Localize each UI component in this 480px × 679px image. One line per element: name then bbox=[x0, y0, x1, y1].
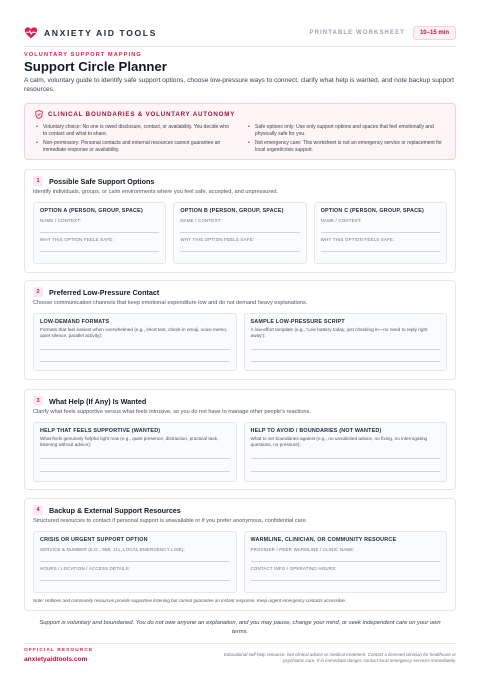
brand[interactable] bbox=[24, 26, 157, 40]
field-label: PROVIDER / PEER WARMLINE / CLINIC NAME: bbox=[250, 547, 355, 552]
card-title: OPTION B (PERSON, GROUP, SPACE) bbox=[180, 208, 284, 214]
card-title: CRISIS OR URGENT SUPPORT OPTION bbox=[40, 537, 148, 543]
option-b-card bbox=[173, 202, 306, 264]
low-demand-formats-card bbox=[33, 313, 237, 371]
section-number: 2 bbox=[33, 287, 43, 297]
field-label: HOURS / LOCATION / ACCESS DETAILS: bbox=[40, 566, 131, 571]
write-in-line[interactable] bbox=[251, 471, 441, 472]
field-label: CONTACT INFO / OPERATING HOURS: bbox=[250, 566, 337, 571]
write-in-line[interactable] bbox=[251, 580, 441, 581]
section-title: Backup & External Support Resources bbox=[49, 505, 181, 515]
clinical-boundaries-callout bbox=[24, 103, 456, 160]
wanted-help-card bbox=[33, 422, 237, 482]
card-title: HELP THAT FEELS SUPPORTIVE (WANTED) bbox=[40, 428, 161, 434]
write-in-line[interactable] bbox=[40, 561, 230, 562]
section-description: Structured resources to contact if personal support is unavailable or if you prefer anonymous, confidential care. bbox=[33, 518, 308, 524]
section-number: 4 bbox=[33, 505, 43, 515]
section-title: Preferred Low-Pressure Contact bbox=[49, 287, 160, 297]
brand-name: ANXIETY AID TOOLS bbox=[44, 28, 157, 38]
write-in-line[interactable] bbox=[40, 232, 159, 233]
callout-item: • Non-promissory: Personal contacts and external resources cannot guarantee an immediate response or availability. bbox=[35, 140, 233, 153]
field-label: WHY THIS OPTION FEELS SAFE: bbox=[320, 237, 395, 242]
resources-note: Note: Hotlines and community resources provide supportive listening but cannot guarantee an instant response. Keep urgent emergency contacts accessible. bbox=[33, 598, 347, 603]
field-label: NAME / CONTEXT: bbox=[180, 218, 222, 223]
card-title: OPTION C (PERSON, GROUP, SPACE) bbox=[320, 208, 424, 214]
field-label: NAME / CONTEXT: bbox=[40, 218, 82, 223]
footer-label: OFFICIAL RESOURCE bbox=[24, 648, 94, 653]
section-backup-resources bbox=[24, 498, 456, 611]
write-in-line[interactable] bbox=[40, 251, 159, 252]
write-in-line[interactable] bbox=[321, 251, 440, 252]
write-in-line[interactable] bbox=[180, 232, 299, 233]
section-description: Identify individuals, groups, or calm environments where you feel safe, accepted, and unpressured. bbox=[33, 189, 279, 195]
card-title: LOW-DEMAND FORMATS bbox=[40, 319, 110, 325]
write-in-line[interactable] bbox=[251, 361, 441, 362]
callout-title: CLINICAL BOUNDARIES & VOLUNTARY AUTONOMY bbox=[48, 111, 236, 118]
section-description: Clarify what feels supportive versus what feels intrusive, so you do not have to manage other people's reactions. bbox=[33, 409, 311, 415]
section-title: What Help (If Any) Is Wanted bbox=[49, 396, 147, 406]
section-title: Possible Safe Support Options bbox=[49, 176, 155, 186]
time-badge: 10–15 min bbox=[413, 26, 456, 40]
page-title: Support Circle Planner bbox=[24, 59, 167, 74]
card-hint: A low-effort template (e.g., 'Low battery today, just checking in—no need to reply right away'): bbox=[250, 327, 428, 339]
write-in-line[interactable] bbox=[40, 471, 230, 472]
boundaries-card bbox=[244, 422, 448, 482]
card-title: WARMLINE, CLINICIAN, OR COMMUNITY RESOURCE bbox=[250, 537, 397, 543]
write-in-line[interactable] bbox=[40, 580, 230, 581]
write-in-line[interactable] bbox=[40, 458, 230, 459]
card-hint: What feels genuinely helpful right now (e.g., quiet presence, distraction, practical task, listening without advice): bbox=[40, 436, 219, 448]
footer-disclaimer: Educational self-help resource. Not clinical advice or medical treatment. Contact a licensed clinician for healthcare or psychiatric care. If in immediate danger, contact local emergency services immediately. bbox=[223, 652, 456, 663]
card-title: OPTION A (PERSON, GROUP, SPACE) bbox=[40, 208, 143, 214]
write-in-line[interactable] bbox=[251, 561, 441, 562]
write-in-line[interactable] bbox=[180, 251, 299, 252]
crisis-support-card bbox=[33, 531, 237, 593]
callout-item: • Voluntary choice: No one is owed disclosure, contact, or availability. You decide who to contact and what to share. bbox=[35, 124, 233, 137]
callout-item: • Safe options only: Use only support options and spaces that feel emotionally and physically safe for you. bbox=[247, 124, 445, 137]
closing-statement: Support is voluntary and boundaried. You do not owe anyone an explanation, and you may pause, change your mind, or seek independent care on your own terms. bbox=[39, 620, 441, 635]
card-title: HELP TO AVOID / BOUNDARIES (NOT WANTED) bbox=[250, 428, 382, 434]
write-in-line[interactable] bbox=[321, 232, 440, 233]
card-hint: Formats that feel easiest when overwhelmed (e.g., short text, check-in emoji, voice memo, quiet silence, parallel activity): bbox=[40, 327, 228, 339]
write-in-line[interactable] bbox=[40, 349, 230, 350]
footer-divider bbox=[24, 643, 456, 644]
printable-label: PRINTABLE WORKSHEET bbox=[309, 30, 405, 36]
field-label: SERVICE & NUMBER (E.G., 988, 111, LOCAL EMERGENCY LINE): bbox=[40, 547, 185, 552]
section-safe-support-options bbox=[24, 169, 456, 273]
section-help-wanted bbox=[24, 389, 456, 490]
heart-pulse-icon bbox=[24, 26, 38, 40]
option-a-card bbox=[33, 202, 166, 264]
header-divider bbox=[24, 46, 456, 47]
card-title: SAMPLE LOW-PRESSURE SCRIPT bbox=[250, 319, 345, 325]
card-hint: What to set boundaries against (e.g., no unsolicited advice, no fixing, no interrogating questions, no pressure): bbox=[250, 436, 428, 448]
option-c-card bbox=[314, 202, 447, 264]
field-label: WHY THIS OPTION FEELS SAFE: bbox=[180, 237, 255, 242]
page-subtitle: A calm, voluntary guide to identify safe support options, choose low-pressure ways to connect, clarify what help is wanted, and note backup support resources. bbox=[24, 77, 454, 93]
header bbox=[24, 22, 456, 44]
section-low-pressure-contact bbox=[24, 280, 456, 380]
sample-script-card bbox=[244, 313, 448, 371]
shield-icon bbox=[35, 110, 43, 119]
section-number: 3 bbox=[33, 396, 43, 406]
section-description: Choose communication channels that keep emotional expenditure low and do not demand heavy explanations. bbox=[33, 300, 308, 306]
kicker: VOLUNTARY SUPPORT MAPPING bbox=[24, 52, 142, 58]
callout-item: • Not emergency care: This worksheet is not an emergency service or replacement for local urgent/crisis support. bbox=[247, 140, 445, 153]
write-in-line[interactable] bbox=[40, 361, 230, 362]
warmline-resource-card bbox=[244, 531, 448, 593]
field-label: WHY THIS OPTION FEELS SAFE: bbox=[40, 237, 114, 242]
field-label: NAME / CONTEXT: bbox=[320, 218, 362, 223]
write-in-line[interactable] bbox=[251, 458, 441, 459]
write-in-line[interactable] bbox=[251, 349, 441, 350]
section-number: 1 bbox=[33, 176, 43, 186]
website-link[interactable]: anxietyaidtools.com bbox=[24, 656, 88, 663]
